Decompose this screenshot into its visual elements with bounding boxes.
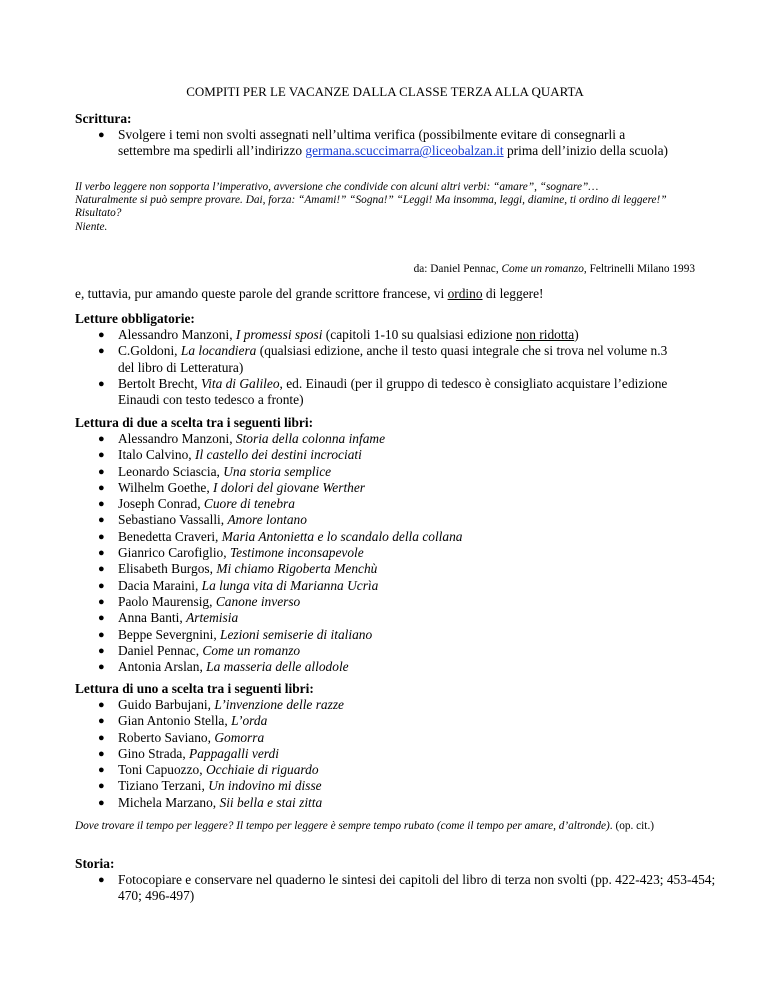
list-item: [75, 561, 675, 577]
pennac-quote: [75, 181, 675, 234]
book-author: Roberto Saviano,: [118, 729, 215, 745]
book-author: Gino Strada,: [118, 745, 190, 761]
bullet-icon: ●: [98, 612, 105, 625]
book-author: Guido Barbujani,: [118, 697, 215, 712]
book-title: Una storia semplice: [223, 463, 332, 479]
section-heading-scrittura: Scrittura:: [75, 111, 132, 126]
list-item: ● Alessandro Manzoni, I promessi sposi (capitoli 1-10 su qualsiasi edizione non ridotta): [98, 327, 579, 342]
book-title: Come un romanzo: [202, 642, 301, 658]
book-author: Gian Antonio Stella,: [118, 713, 232, 729]
bullet-icon: ●: [98, 449, 105, 462]
list-item: [75, 464, 675, 480]
bullet-icon: ●: [98, 481, 105, 494]
page-title: COMPITI PER LE VACANZE DALLA CLASSE TERZA ALLA QUARTA: [186, 84, 584, 99]
uno-scelta-list: [75, 697, 675, 811]
section-heading-uno-scelta: Lettura di uno a scelta tra i seguenti libri:: [75, 681, 314, 696]
book-title: L’invenzione delle razze: [214, 697, 344, 712]
bullet-icon: ●: [98, 498, 105, 511]
book-author: Anna Banti,: [118, 610, 187, 626]
list-item: ● Bertolt Brecht, Vita di Galileo, ed. Einaudi (per il gruppo di tedesco è consigliato acquistare l’edizione Einaudi con testo tedesco a fronte): [98, 375, 668, 408]
bullet-icon: ●: [98, 715, 105, 728]
list-item: [75, 746, 675, 762]
bullet-icon: ●: [98, 129, 105, 141]
storia-list: [75, 872, 716, 905]
book-title: Sii bella e stai zitta: [219, 794, 323, 810]
book-title: Lezioni semiserie di italiano: [220, 626, 373, 642]
bullet-icon: ●: [98, 874, 105, 886]
list-item: [75, 512, 675, 528]
book-title: Gomorra: [214, 729, 265, 745]
list-item: [75, 496, 675, 512]
book-title: Amore lontano: [227, 512, 307, 528]
list-item: [75, 730, 675, 746]
list-item: [75, 431, 675, 447]
book-title: L’orda: [231, 713, 268, 729]
bullet-icon: ●: [98, 699, 105, 711]
reading-time-quote: Dove trovare il tempo per leggere? Il tempo per leggere è sempre tempo rubato (come il tempo per amare, d’altronde). (op. cit.): [75, 820, 655, 832]
bullet-icon: ●: [98, 644, 105, 657]
list-item: [75, 578, 675, 594]
bullet-icon: ●: [98, 433, 105, 445]
exhort-paragraph: e, tuttavia, pur amando queste parole del grande scrittore francese, vi ordino di leggere!: [75, 286, 544, 301]
book-author: Tiziano Terzani,: [118, 778, 209, 794]
book-title: I dolori del giovane Werther: [213, 479, 366, 495]
bullet-icon: ●: [98, 661, 105, 674]
list-item: [75, 545, 675, 561]
book-title: Canone inverso: [215, 593, 301, 609]
book-author: Joseph Conrad,: [118, 496, 204, 512]
book-author: Elisabeth Burgos,: [118, 561, 217, 577]
list-item: ● C.Goldoni, La locandiera (qualsiasi edizione, anche il testo quasi integrale che si trova nel volume n.3 del libro di Letteratura): [98, 343, 668, 375]
book-author: Benedetta Craveri,: [118, 528, 222, 544]
section-heading-obbligatorie: Letture obbligatorie:: [75, 311, 195, 326]
bullet-icon: ●: [98, 595, 105, 608]
book-title: La masseria delle allodole: [206, 659, 349, 675]
book-title: Maria Antonietta e lo scandalo della collana: [221, 528, 463, 544]
list-item: [75, 659, 675, 675]
book-title: Il castello dei destini incrociati: [194, 447, 362, 463]
book-title: Artemisia: [186, 610, 239, 626]
bullet-icon: ●: [98, 780, 105, 793]
book-author: Leonardo Sciascia,: [118, 463, 224, 479]
book-title: La lunga vita di Marianna Ucrìa: [201, 577, 379, 593]
section-heading-due-scelta: Lettura di due a scelta tra i seguenti libri:: [75, 415, 314, 430]
list-item: ● Fotocopiare e conservare nel quaderno le sintesi dei capitoli del libro di terza non svolti (pp. 422-423; 453-454; 470; 496-497): [98, 872, 716, 904]
bullet-icon: ●: [98, 731, 105, 744]
list-item: [75, 627, 675, 643]
list-item: [75, 643, 675, 659]
list-item: [75, 594, 675, 610]
list-item: [75, 480, 675, 496]
book-author: Beppe Severgnini,: [118, 626, 221, 642]
quote-line: Niente.: [75, 220, 108, 233]
book-title: Occhiaie di riguardo: [205, 762, 319, 778]
book-author: Italo Calvino,: [118, 447, 195, 463]
bullet-icon: ●: [98, 530, 105, 543]
book-author: Gianrico Carofiglio,: [118, 545, 230, 561]
bullet-icon: ●: [98, 628, 105, 641]
book-author: Sebastiano Vassalli,: [118, 512, 228, 528]
bullet-icon: ●: [98, 514, 105, 527]
quote-attribution: da: Daniel Pennac, Come un romanzo, Feltrinelli Milano 1993: [413, 263, 695, 275]
list-item: [75, 697, 675, 713]
email-link[interactable]: germana.scuccimarra@liceobalzan.it: [305, 143, 504, 159]
quote-line: Il verbo leggere non sopporta l’imperativo, avversione che condivide con alcuni altri verbi: “amare”, “sognare”…: [75, 181, 599, 193]
bullet-icon: ●: [98, 796, 105, 809]
list-item: [75, 778, 675, 794]
bullet-icon: ●: [98, 563, 105, 576]
list-item: [75, 529, 675, 545]
scrittura-list: [75, 127, 675, 160]
bullet-icon: ●: [98, 465, 105, 478]
book-title: Un indovino mi disse: [208, 778, 322, 794]
bullet-icon: ●: [98, 764, 105, 777]
book-author: Wilhelm Goethe,: [118, 479, 214, 495]
book-title: Cuore di tenebra: [203, 496, 295, 512]
list-item: ● Svolgere i temi non svolti assegnati nell’ultima verifica (possibilmente evitare di consegnarli a settembre ma spedirli all’indirizzo germana.scuccimarra@liceobalzan.it prima dell’inizio della scuola): [98, 127, 668, 159]
book-author: Paolo Maurensig,: [118, 593, 216, 609]
bullet-icon: ●: [98, 377, 105, 390]
section-heading-storia: Storia:: [75, 856, 115, 871]
book-title: Storia della colonna infame: [235, 431, 386, 446]
bullet-icon: ●: [98, 547, 105, 560]
book-author: Daniel Pennac,: [118, 642, 203, 658]
book-title: Pappagalli verdi: [189, 745, 279, 761]
list-item: [75, 795, 675, 811]
due-scelta-list: [75, 431, 675, 675]
list-item: [75, 713, 675, 729]
list-item: [75, 762, 675, 778]
list-item: [75, 610, 675, 626]
book-author: Dacia Maraini,: [118, 577, 202, 593]
bullet-icon: ●: [98, 329, 105, 341]
book-author: Michela Marzano,: [118, 794, 220, 810]
bullet-icon: ●: [98, 747, 105, 760]
bullet-icon: ●: [98, 579, 105, 592]
quote-line: Naturalmente si può sempre provare. Dai, forza: “Amami!” “Sogna!” “Leggi! Ma insomma, leggi, diamine, ti ordino di leggere!”: [75, 194, 667, 207]
quote-line: Risultato?: [75, 207, 122, 220]
obbligatorie-list: [75, 327, 675, 408]
book-author: Antonia Arslan,: [118, 659, 207, 675]
list-item: [75, 447, 675, 463]
book-author: Toni Capuozzo,: [118, 762, 206, 778]
book-title: Testimone inconsapevole: [229, 545, 364, 561]
book-author: Alessandro Manzoni,: [118, 431, 236, 446]
bullet-icon: ●: [98, 345, 105, 358]
book-title: Mi chiamo Rigoberta Menchù: [216, 561, 378, 577]
